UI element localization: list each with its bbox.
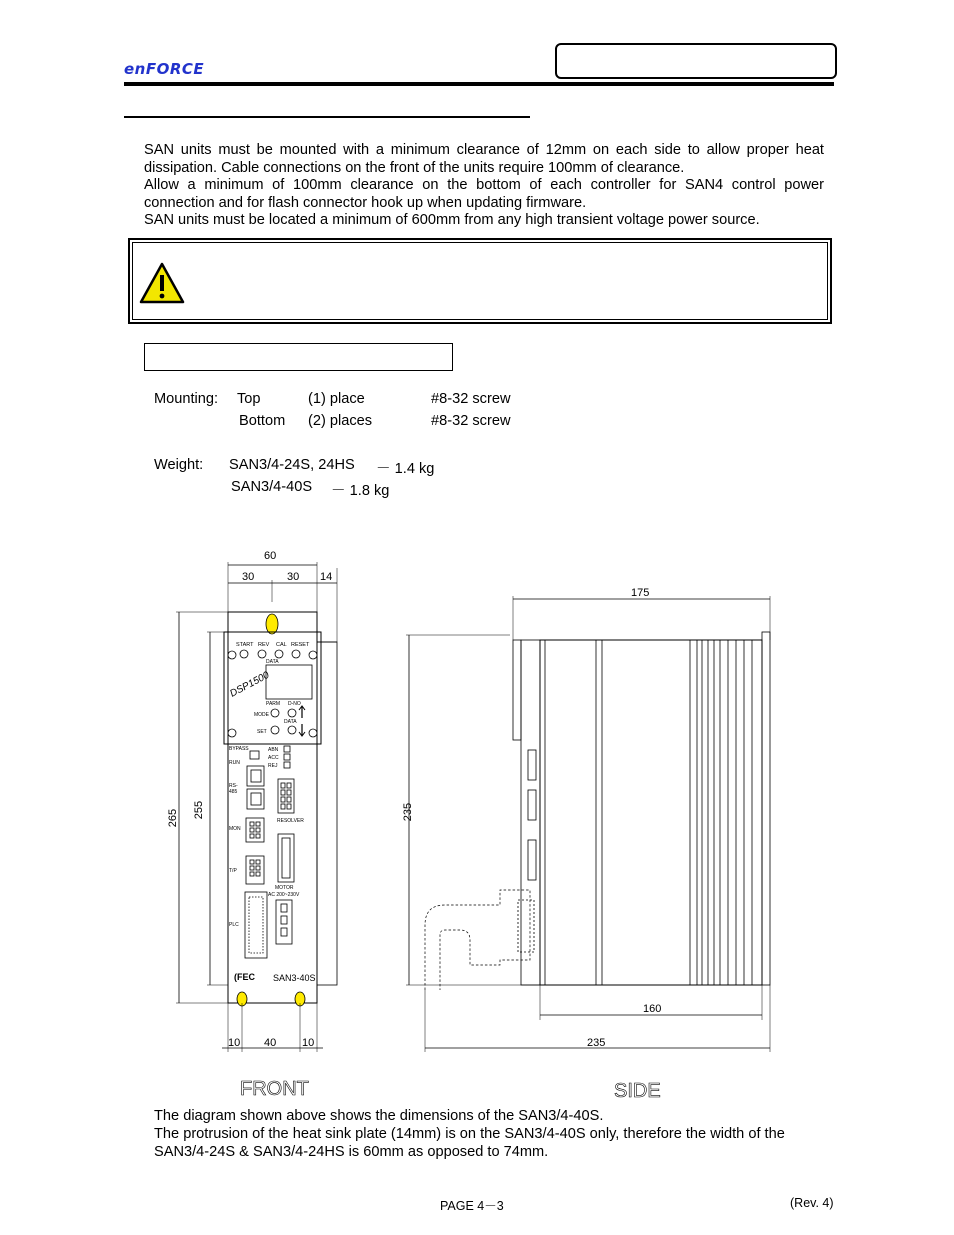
dim-front-half-right: 30 xyxy=(287,571,300,583)
dim-front-bottom-right: 10 xyxy=(302,1037,315,1049)
caption-line-2: The protrusion of the heat sink plate (14mm) is on the SAN3/4-40S only, therefore the width of the SAN3/4-24S & SAN3/4-24HS is 60mm as opposed to 74mm. xyxy=(154,1126,785,1160)
label-rs485-b: 485 xyxy=(229,789,238,795)
revision-label: (Rev. 4) xyxy=(790,1196,834,1210)
button-label-cal: CAL xyxy=(276,642,287,648)
mounting-bottom-screw: #8-32 screw xyxy=(431,413,511,429)
key-label-set: SET xyxy=(257,729,267,735)
dim-front-height-outer: 265 xyxy=(167,808,179,828)
ac-voltage-label: AC 200~230V xyxy=(268,892,300,898)
key-label-parm: PARM xyxy=(266,701,281,707)
button-label-reset: RESET xyxy=(291,642,310,648)
label-run: RUN xyxy=(229,760,240,766)
bottom-clearance-paragraph: Allow a minimum of 100mm clearance on the bottom of each controller for SAN4 control power connection and for flash connector hook up when updating firmware. xyxy=(144,177,824,211)
caption-line-1: The diagram shown above shows the dimensions of the SAN3/4-40S. xyxy=(154,1108,604,1124)
mounting-bottom-position: Bottom xyxy=(239,413,286,429)
label-tp: T/P xyxy=(229,868,237,874)
button-label-rev: REV xyxy=(258,642,270,648)
clearance-paragraph: SAN units must be mounted with a minimum clearance of 12mm on each side to allow proper heat dissipation. Cable connections on the front of the units require 100mm of clearance. xyxy=(144,142,824,176)
dsp-brand-label: DSP1500 xyxy=(228,669,272,700)
button-label-start: START xyxy=(236,642,254,648)
status-label-acc: ACC xyxy=(268,755,279,761)
brand-logo-mark: (FEC xyxy=(234,972,255,982)
dim-front-width: 60 xyxy=(264,550,277,562)
key-label-dno: D-NO xyxy=(288,701,301,707)
dim-side-height: 235 xyxy=(402,802,414,822)
dim-side-inner-bottom: 160 xyxy=(643,1003,662,1015)
weight-value-24: － 1.4 kg xyxy=(376,461,435,477)
mounting-label: Mounting: xyxy=(154,391,219,407)
resolver-label: RESOLVER xyxy=(277,818,304,824)
transient-paragraph: SAN units must be located a minimum of 600mm from any high transient voltage power source. xyxy=(144,212,760,228)
side-view xyxy=(402,587,770,1102)
mounting-top-position: Top xyxy=(237,391,261,407)
motor-label: MOTOR xyxy=(275,885,294,891)
status-label-abn: ABN xyxy=(268,747,279,753)
mounting-bottom-count: (2) places xyxy=(308,413,373,429)
label-mon: MON xyxy=(229,826,241,832)
front-view-label: FRONT xyxy=(240,1078,309,1100)
label-plc: PLC xyxy=(229,922,239,928)
front-view xyxy=(167,550,337,1100)
status-label-rej: REJ xyxy=(268,763,278,769)
dim-side-top: 175 xyxy=(631,587,650,599)
weight-label: Weight: xyxy=(154,457,204,473)
mounting-top-count: (1) place xyxy=(308,391,365,407)
dim-front-bottom-left: 10 xyxy=(228,1037,241,1049)
dim-front-protrusion: 14 xyxy=(320,571,333,583)
enforce-logo: enFORCE xyxy=(124,60,205,78)
key-label-data: DATA xyxy=(284,719,297,725)
label-bypass: BYPASS xyxy=(229,746,249,752)
model-label: SAN3-40S xyxy=(273,973,316,983)
page-number: PAGE 4－3 xyxy=(440,1199,504,1213)
side-view-label: SIDE xyxy=(614,1080,661,1102)
display-label: DATA xyxy=(266,659,279,665)
dim-front-height-inner: 255 xyxy=(193,800,205,820)
weight-model-40: SAN3/4-40S xyxy=(231,479,313,495)
mounting-top-screw: #8-32 screw xyxy=(431,391,511,407)
dim-front-half-left: 30 xyxy=(242,571,255,583)
label-rs485-a: RS- xyxy=(229,783,238,789)
dim-side-bottom: 235 xyxy=(587,1037,606,1049)
weight-value-40: － 1.8 kg xyxy=(331,483,390,499)
key-label-mode: MODE xyxy=(254,712,269,718)
weight-model-24: SAN3/4-24S, 24HS xyxy=(229,457,355,473)
dim-front-bottom-mid: 40 xyxy=(264,1037,277,1049)
